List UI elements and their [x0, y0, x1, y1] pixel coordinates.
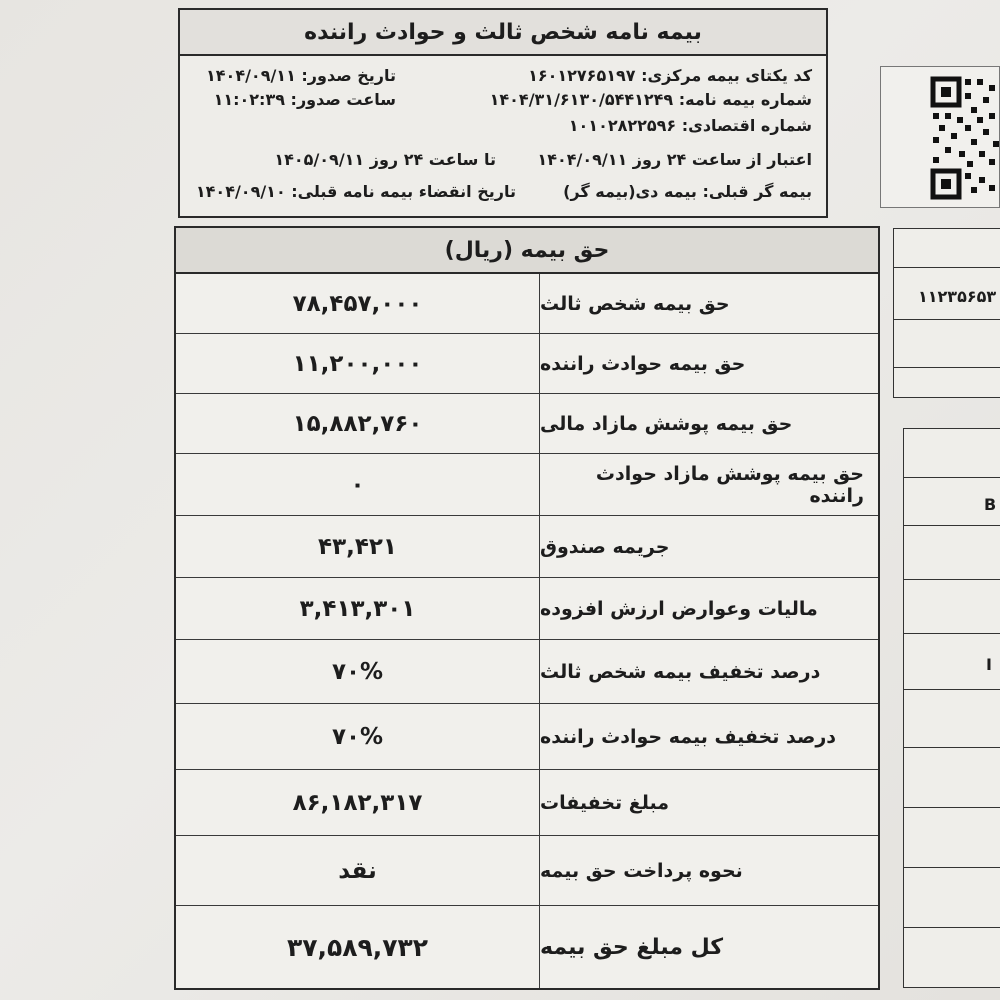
issue-date: تاریخ صدور: ۱۴۰۴/۰۹/۱۱ — [206, 66, 396, 85]
central-unique-code: کد یکتای بیمه مرکزی: ۱۶۰۱۲۷۶۵۱۹۷ — [528, 66, 812, 85]
table-row — [176, 516, 878, 578]
issue-time: ساعت صدور: ۱۱:۰۲:۳۹ — [213, 90, 396, 109]
economic-number: شماره اقتصادی: ۱۰۱۰۲۸۲۲۵۹۶ — [568, 116, 812, 135]
side-info-box — [893, 228, 1000, 398]
table-row — [176, 578, 878, 640]
table-row — [176, 704, 878, 770]
previous-expiry-date: تاریخ انقضاء بیمه نامه قبلی: ۱۴۰۴/۰۹/۱۰ — [195, 182, 516, 201]
row-value: ۴۳,۴۲۱ — [176, 516, 540, 577]
row-value: ۳۷,۵۸۹,۷۳۲ — [176, 906, 540, 988]
row-label: حق بیمه حوادث راننده — [540, 352, 746, 375]
row-label: مبلغ تخفیفات — [540, 791, 670, 814]
row-label: حق بیمه شخص ثالث — [540, 292, 730, 315]
policy-header-box — [178, 8, 828, 218]
row-value: ۰ — [176, 454, 540, 515]
table-row — [176, 640, 878, 704]
row-value: ۷۸,۴۵۷,۰۰۰ — [176, 274, 540, 333]
row-value: ۱۵,۸۸۲,۷۶۰ — [176, 394, 540, 453]
table-row — [176, 770, 878, 836]
row-label: مالیات وعوارض ارزش افزوده — [540, 597, 818, 620]
row-value: ۸۶,۱۸۲,۳۱۷ — [176, 770, 540, 835]
table-row — [176, 274, 878, 334]
row-label: حق بیمه پوشش مازاد مالی — [540, 412, 793, 435]
policy-number: شماره بیمه نامه: ۱۴۰۴/۳۱/۶۱۳۰/۵۴۴۱۲۴۹ — [489, 90, 812, 109]
premium-table — [174, 226, 880, 990]
row-label: درصد تخفیف بیمه شخص ثالث — [540, 660, 821, 683]
row-label: حق بیمه پوشش مازاد حوادث راننده — [595, 462, 864, 507]
side-letter-i: I — [986, 655, 992, 674]
table-row — [176, 454, 878, 516]
qr-code-icon — [881, 67, 1000, 207]
row-value: نقد — [176, 836, 540, 905]
previous-insurer: بیمه گر قبلی: بیمه دی(بیمه گر) — [563, 182, 812, 201]
policy-title: بیمه نامه شخص ثالث و حوادث راننده — [180, 10, 826, 56]
table-row — [176, 836, 878, 906]
side-vehicle-box — [903, 428, 1000, 988]
table-row — [176, 394, 878, 454]
table-row — [176, 334, 878, 394]
row-label: نحوه پرداخت حق بیمه — [540, 859, 743, 882]
row-label: کل مبلغ حق بیمه — [540, 934, 724, 960]
row-value: ۷۰% — [176, 640, 540, 703]
row-value: ۷۰% — [176, 704, 540, 769]
row-value: ۱۱,۲۰۰,۰۰۰ — [176, 334, 540, 393]
row-label: جریمه صندوق — [540, 535, 670, 558]
qr-code — [880, 66, 1000, 208]
validity-from: اعتبار از ساعت ۲۴ روز ۱۴۰۴/۰۹/۱۱ — [537, 150, 812, 169]
premium-table-title: حق بیمه (ریال) — [176, 228, 878, 274]
row-value: ۳,۴۱۳,۳۰۱ — [176, 578, 540, 639]
table-row-total — [176, 906, 878, 988]
side-letter-b: B — [984, 495, 997, 514]
row-label: درصد تخفیف بیمه حوادث راننده — [540, 725, 837, 748]
validity-to: تا ساعت ۲۴ روز ۱۴۰۵/۰۹/۱۱ — [274, 150, 496, 169]
side-box-number: ۱۱۲۳۵۶۵۳ — [918, 287, 997, 306]
